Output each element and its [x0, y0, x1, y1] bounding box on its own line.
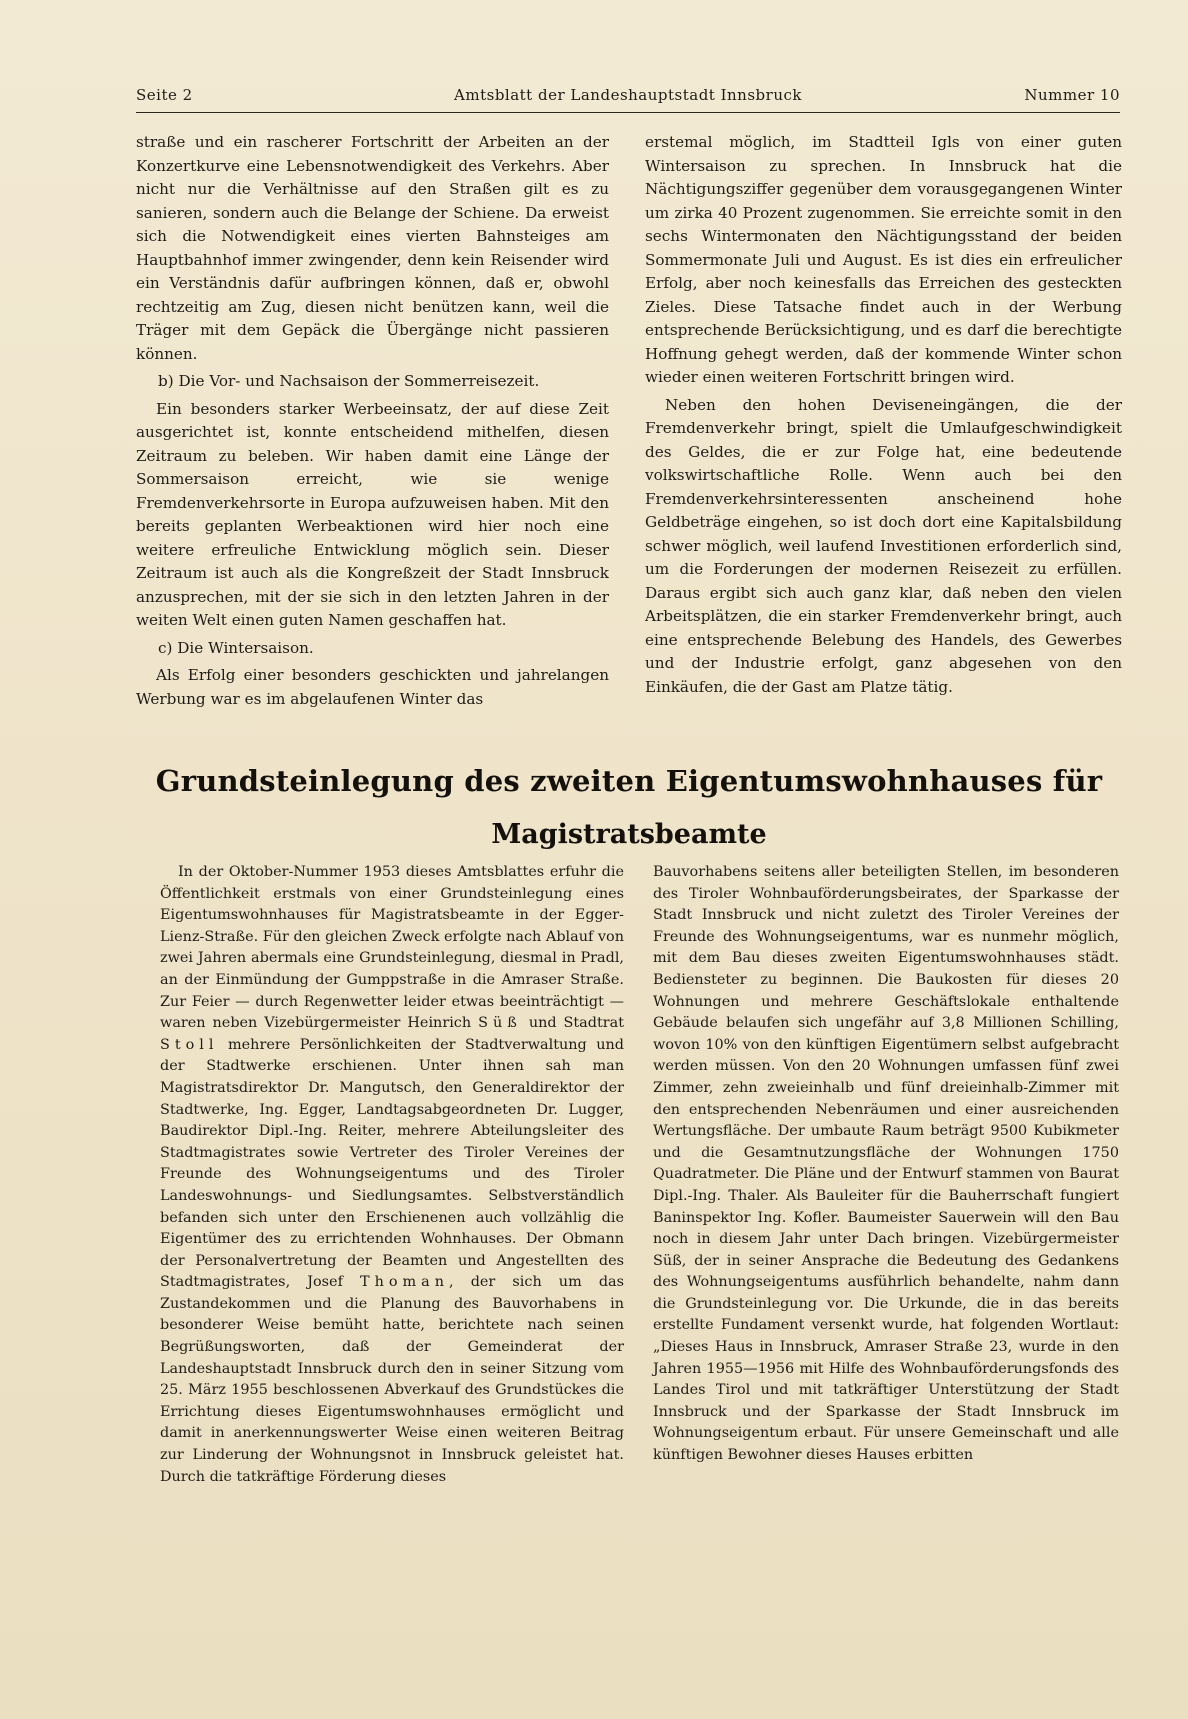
text-run: mehrere Persönlichkeiten der Stadtverwaltung und der Stadtwerke erschienen. Unter ihnen sah man Magistratsdirektor Dr. Mangutsch, den Generaldirektor der Stadtwerke, Ing. Egger, Landtagsabgeordneten Dr. Lugger, Baudirektor Dipl.-Ing. Reiter, mehrere Abteilungsleiter des Stadtmagistrates sowie Vertreter des Tiroler Vereines der Freunde des Wohnungseigentums und des Tiroler Landeswohnungs- und Siedlungsamtes. Selbstverständlich befanden sich unter den Erschienenen auch vollzählig die Eigentümer des zu errichtenden Wohnhauses. Der Obmann der Personalvertretung der Beamten und Angestellten des Stadtmagistrates, Josef [160, 1036, 624, 1291]
person-name-suess: Süß [478, 1015, 522, 1032]
article1-left-column [136, 131, 609, 731]
person-name-thoman: Thoman [360, 1274, 450, 1291]
headline-line-1: Grundsteinlegung des zweiten Eigentumswohnhauses für [155, 764, 1103, 798]
page-label: Seite 2 [136, 86, 193, 104]
paragraph: erstemal möglich, im Stadtteil Igls von einer guten Wintersaison zu sprechen. In Innsbruck hat die Nächtigungsziffer gegenüber dem vorausgegangenen Winter um zirka 40 Prozent zugenommen. Sie erreichte somit in den sechs Wintermonaten den Nächtigungsstand der beiden Sommermonate Juli und August. Es ist dies ein erfreulicher Erfolg, aber noch keinesfalls das Erreichen des gesteckten Zieles. Diese Tatsache findet auch in der Werbung entsprechende Berücksichtigung, und es darf die berechtigte Hoffnung gehegt werden, daß der kommende Winter schon wieder einen weiteren Fortschritt bringen wird. [645, 133, 1122, 386]
subheading-b: b) Die Vor- und Nachsaison der Sommerreisezeit. [158, 372, 540, 390]
paragraph: straße und ein rascherer Fortschritt der Arbeiten an der Konzertkurve eine Lebensnotwendigkeit des Verkehrs. Aber nicht nur die Verhältnisse auf den Straßen gilt es zu sanieren, sondern auch die Belange der Schiene. Da erweist sich die Notwendigkeit eines vierten Bahnsteiges am Hauptbahnhof immer zwingender, denn kein Reisender wird ein Verständnis dafür aufbringen können, daß er, obwohl rechtzeitig am Zug, diesen nicht benützen kann, weil die Träger mit dem Gepäck die Übergänge nicht passieren können. [136, 133, 609, 363]
text-run: , der sich um das Zustandekommen und die Planung des Bauvorhabens in besonderer Weise bemüht hatte, berichtete nach seinen Begrüßungsworten, daß der Gemeinderat der Landeshauptstadt Innsbruck durch den in seiner Sitzung vom 25. März 1955 beschlossenen Abverkauf des Grundstückes die Errichtung dieses Eigentumswohnhauses ermöglicht und damit in anerkennungswerter Weise einen weiteren Beitrag zur Linderung der Wohnungsnot in Innsbruck geleistet hat. Durch die tatkräftige Förderung dieses [160, 1274, 624, 1485]
running-header [136, 86, 1120, 108]
paragraph: Als Erfolg einer besonders geschickten und jahrelangen Werbung war es im abgelaufenen Winter das [136, 666, 609, 708]
publication-title: Amtsblatt der Landeshauptstadt Innsbruck [454, 86, 802, 104]
paragraph: Ein besonders starker Werbeeinsatz, der auf diese Zeit ausgerichtet ist, konnte entscheidend mithelfen, diesen Zeitraum zu beleben. Wir haben damit eine Länge der Sommersaison erreicht, wie sie wenige Fremdenverkehrsorte in Europa aufzuweisen haben. Mit den bereits geplanten Werbeaktionen wird hier noch eine weitere erfreuliche Entwicklung möglich sein. Dieser Zeitraum ist auch als die Kongreßzeit der Stadt Innsbruck anzusprechen, mit der sie sich in den letzten Jahren in der weiten Welt einen guten Namen geschaffen hat. [136, 399, 609, 629]
person-name-stoll: Stoll [160, 1036, 219, 1053]
text-run: In der Oktober-Nummer 1953 dieses Amtsblattes erfuhr die Öffentlichkeit erstmals von einer Grundsteinlegung eines Eigentumswohnhauses für Magistratsbeamte in der Egger-Lienz-Straße. Für den gleichen Zweck erfolgte nach Ablauf von zwei Jahren abermals eine Grundsteinlegung, diesmal in Pradl, an der Einmündung der Gumppstraße in die Amraser Straße. Zur Feier — durch Regenwetter leider etwas beeinträchtigt — waren neben Vizebürgermeister Heinrich [160, 864, 624, 1032]
article2-left-column [160, 862, 624, 1642]
article1-right-column [645, 131, 1122, 731]
issue-number: Nummer 10 [1024, 86, 1120, 104]
subheading-c: c) Die Wintersaison. [158, 638, 314, 657]
headline-line-2: Magistratsbeamte [491, 819, 767, 850]
header-rule [136, 112, 1120, 113]
paragraph: Neben den hohen Deviseneingängen, die der Fremdenverkehr bringt, spielt die Umlaufgeschwindigkeit des Geldes, die er zur Folge hat, eine bedeutende volkswirtschaftliche Rolle. Wenn auch bei den Fremdenverkehrsinteressenten anscheinend hohe Geldbeträge eingehen, so ist doch dort eine Kapitalsbildung schwer möglich, weil laufend Investitionen erforderlich sind, um die Forderungen der modernen Reisezeit zu erfüllen. Daraus ergibt sich auch ganz klar, daß neben den vielen Arbeitsplätzen, die ein starker Fremdenverkehr bringt, auch eine entsprechende Belebung des Handels, des Gewerbes und der Industrie erfolgt, ganz abgesehen von den Einkäufen, die der Gast am Platze tätig. [645, 395, 1122, 696]
paragraph [160, 862, 624, 1488]
text-run: und Stadtrat [528, 1015, 625, 1032]
article2-right-column [653, 862, 1119, 1642]
paragraph: Bauvorhabens seitens aller beteiligten Stellen, im besonderen des Tiroler Wohnbauförderungsbeirates, der Sparkasse der Stadt Innsbruck und nicht zuletzt des Tiroler Vereines der Freunde des Wohnungseigentums, war es nunmehr möglich, mit dem Bau dieses zweiten Eigentumswohnhauses städt. Bediensteter zu beginnen. Die Baukosten für dieses 20 Wohnungen und mehrere Geschäftslokale enthaltende Gebäude belaufen sich ungefähr auf 3,8 Millionen Schilling, wovon 10% von den künftigen Eigentümern selbst aufgebracht werden müssen. Von den 20 Wohnungen umfassen fünf zwei Zimmer, zehn zweieinhalb und fünf dreieinhalb-Zimmer mit den entsprechenden Nebenräumen und einer ausreichenden Wertungsfläche. Der umbaute Raum beträgt 9500 Kubikmeter und die Gesamtnutzungsfläche der Wohnungen 1750 Quadratmeter. Die Pläne und der Entwurf stammen von Baurat Dipl.-Ing. Thaler. Als Bauleiter für die Bauherrschaft fungiert Baninspektor Ing. Kofler. Baumeister Sauerwein will den Bau noch in diesem Jahr unter Dach bringen. Vizebürgermeister Süß, der in seiner Ansprache die Bedeutung des Gedankens des Wohnungseigentums ausführlich behandelte, nahm dann die Grundsteinlegung vor. Die Urkunde, die in das bereits erstellte Fundament versenkt wurde, hat folgenden Wortlaut: „Dieses Haus in Innsbruck, Amraser Straße 23, wurde in den Jahren 1955—1956 mit Hilfe des Wohnbauförderungsfonds des Landes Tirol und mit tatkräftiger Unterstützung der Stadt Innsbruck und der Sparkasse der Stadt Innsbruck im Wohnungseigentum erbaut. Für unsere Gemeinschaft und alle künftigen Bewohner dieses Hauses erbitten [653, 864, 1119, 1464]
article-headline [136, 760, 1122, 856]
